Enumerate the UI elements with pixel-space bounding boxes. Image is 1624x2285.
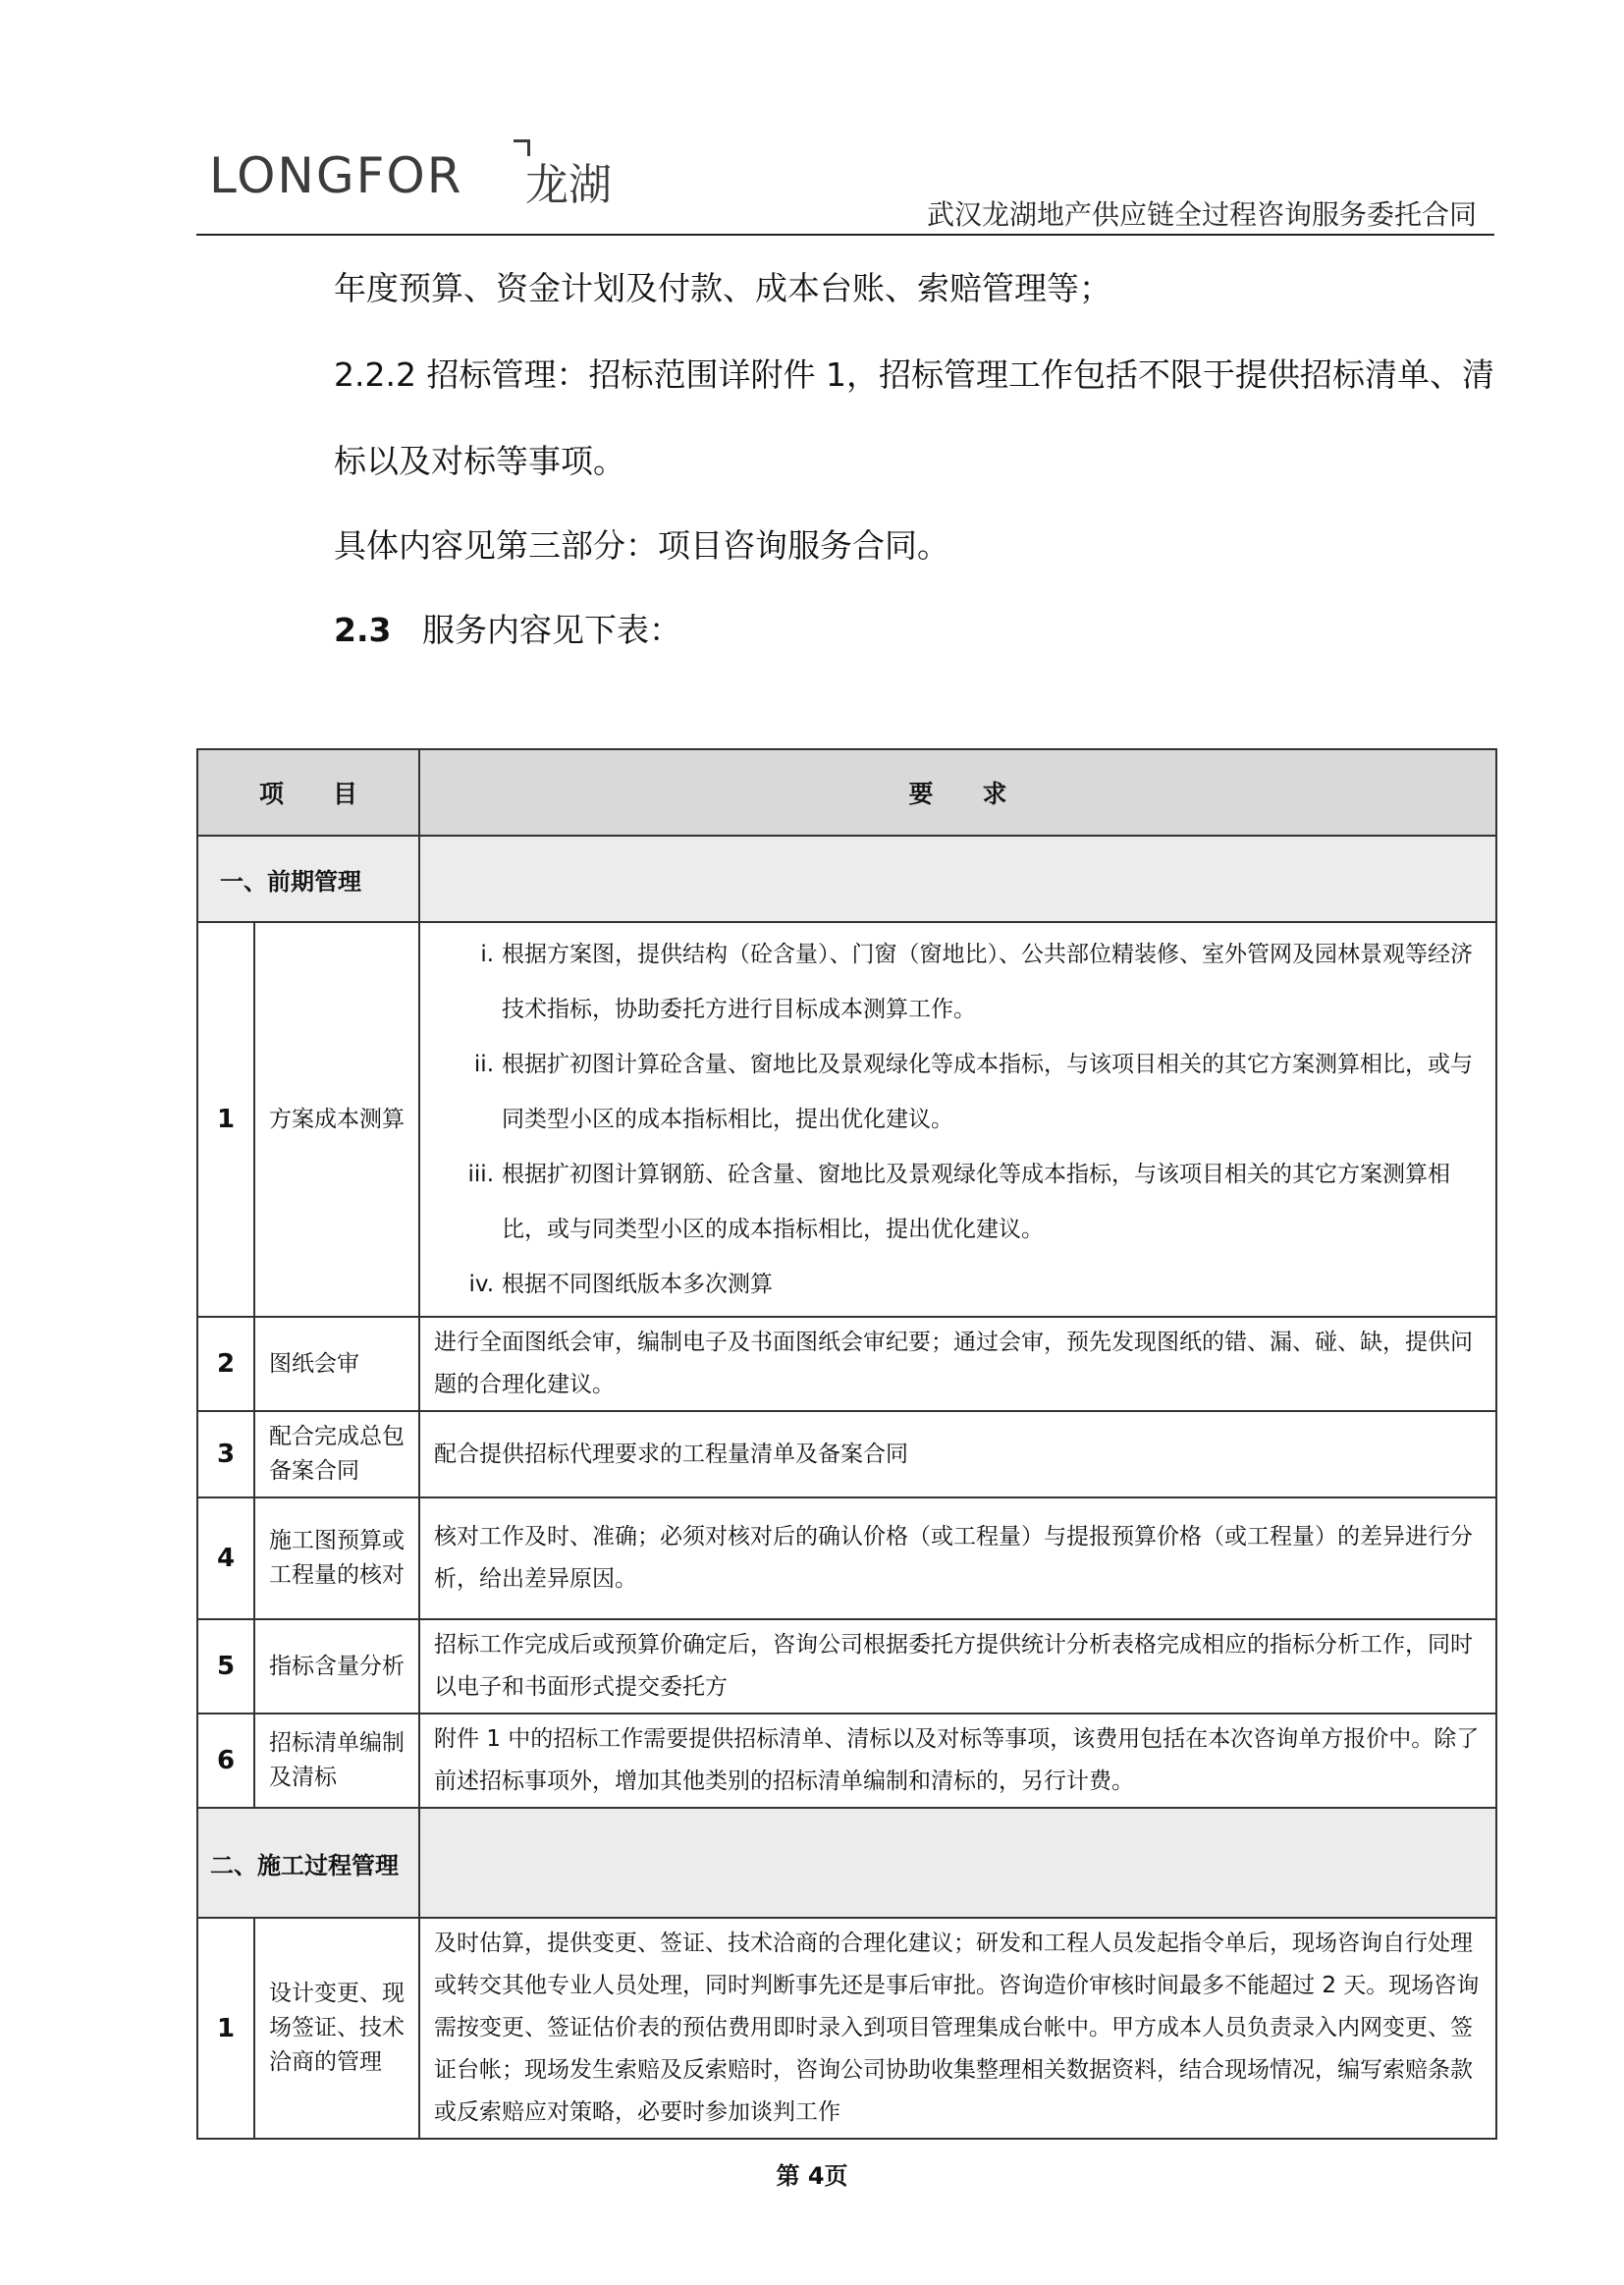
list-marker: iv. xyxy=(468,1272,495,1297)
table-header-row xyxy=(197,749,1496,836)
row-item: 图纸会审 xyxy=(254,1317,419,1411)
section-heading-2-3 xyxy=(334,605,681,651)
header-divider xyxy=(196,234,1494,236)
row-requirement: 核对工作及时、准确；必须对核对后的确认价格（或工程量）与提报预算价格（或工程量）的差异进行分析，给出差异原因。 xyxy=(419,1497,1496,1619)
section-row-construction xyxy=(197,1808,1496,1918)
row-number: 3 xyxy=(197,1411,254,1497)
section-empty-cell xyxy=(419,836,1496,922)
section-empty-cell xyxy=(419,1808,1496,1918)
section-label: 二、施工过程管理 xyxy=(197,1808,419,1918)
section-heading-text: 服务内容见下表： xyxy=(422,611,681,649)
paragraph-3: 标以及对标等事项。 xyxy=(334,442,625,480)
paragraph-2: 2.2.2 招标管理：招标范围详附件 1，招标管理工作包括不限于提供招标清单、清 xyxy=(334,355,1494,394)
list-item xyxy=(420,1147,1480,1257)
list-item xyxy=(420,1257,1480,1312)
row-number: 1 xyxy=(197,1918,254,2139)
row-item: 招标清单编制及清标 xyxy=(254,1714,419,1808)
paragraph-4: 具体内容见第三部分：项目咨询服务合同。 xyxy=(334,526,949,565)
table-row xyxy=(197,1714,1496,1808)
table-row xyxy=(197,1918,1496,2139)
row-number: 4 xyxy=(197,1497,254,1619)
column-header-requirement: 要 求 xyxy=(419,749,1496,836)
logo-text-cn: 龙湖 xyxy=(525,160,612,210)
row-item: 配合完成总包备案合同 xyxy=(254,1411,419,1497)
section-row-preliminary xyxy=(197,836,1496,922)
logo-text-en: LONGFOR xyxy=(209,147,463,204)
row-requirement xyxy=(419,922,1496,1317)
table-row xyxy=(197,1317,1496,1411)
row-number: 5 xyxy=(197,1619,254,1714)
list-text: 根据扩初图计算钢筋、砼含量、窗地比及景观绿化等成本指标，与该项目相关的其它方案测算相比，或与同类型小区的成本指标相比，提出优化建议。 xyxy=(502,1162,1451,1242)
list-marker: i. xyxy=(480,942,495,967)
document-title: 武汉龙湖地产供应链全过程咨询服务委托合同 xyxy=(926,198,1477,231)
table-row xyxy=(197,1497,1496,1619)
row-requirement: 招标工作完成后或预算价确定后，咨询公司根据委托方提供统计分析表格完成相应的指标分析工作，同时以电子和书面形式提交委托方 xyxy=(419,1619,1496,1714)
row-item: 设计变更、现场签证、技术洽商的管理 xyxy=(254,1918,419,2139)
row-requirement: 配合提供招标代理要求的工程量清单及备案合同 xyxy=(419,1411,1496,1497)
list-item xyxy=(420,927,1480,1037)
list-text: 根据不同图纸版本多次测算 xyxy=(502,1272,774,1297)
row-number: 2 xyxy=(197,1317,254,1411)
row-number: 1 xyxy=(197,922,254,1317)
table-row xyxy=(197,922,1496,1317)
row-item: 施工图预算或工程量的核对 xyxy=(254,1497,419,1619)
row-item: 指标含量分析 xyxy=(254,1619,419,1714)
paragraph-1: 年度预算、资金计划及付款、成本台账、索赔管理等； xyxy=(334,269,1111,307)
row-item: 方案成本测算 xyxy=(254,922,419,1317)
column-header-item: 项 目 xyxy=(197,749,419,836)
list-marker: iii. xyxy=(467,1162,495,1187)
list-marker: ii. xyxy=(473,1052,495,1077)
table-row xyxy=(197,1411,1496,1497)
list-text: 根据扩初图计算砼含量、窗地比及景观绿化等成本指标，与该项目相关的其它方案测算相比，或与同类型小区的成本指标相比，提出优化建议。 xyxy=(502,1052,1474,1132)
requirement-list xyxy=(420,927,1480,1312)
row-requirement: 及时估算，提供变更、签证、技术洽商的合理化建议；研发和工程人员发起指令单后，现场咨询自行处理或转交其他专业人员处理，同时判断事先还是事后审批。咨询造价审核时间最多不能超过 2 天。现场咨询需按变更、签证估价表的预估费用即时录入到项目管理集成台帐中。甲方成本人员负责录入内网变更、签证台帐；现场发生索赔及反索赔时，咨询公司协助收集整理相关数据资料，结合现场情况，编写索赔条款或反索赔应对策略，必要时参加谈判工作 xyxy=(419,1918,1496,2139)
page-number: 第 4页 xyxy=(776,2162,848,2190)
list-text: 根据方案图，提供结构（砼含量）、门窗（窗地比）、公共部位精装修、室外管网及园林景观等经济技术指标，协助委托方进行目标成本测算工作。 xyxy=(502,942,1474,1022)
row-number: 6 xyxy=(197,1714,254,1808)
row-requirement: 进行全面图纸会审，编制电子及书面图纸会审纪要；通过会审，预先发现图纸的错、漏、碰、缺，提供问题的合理化建议。 xyxy=(419,1317,1496,1411)
service-requirements-table xyxy=(196,748,1497,2140)
section-label: 一、前期管理 xyxy=(197,836,419,922)
table-row xyxy=(197,1619,1496,1714)
list-item xyxy=(420,1037,1480,1147)
row-requirement: 附件 1 中的招标工作需要提供招标清单、清标以及对标等事项，该费用包括在本次咨询单方报价中。除了前述招标事项外，增加其他类别的招标清单编制和清标的，另行计费。 xyxy=(419,1714,1496,1808)
section-number: 2.3 xyxy=(334,611,392,649)
